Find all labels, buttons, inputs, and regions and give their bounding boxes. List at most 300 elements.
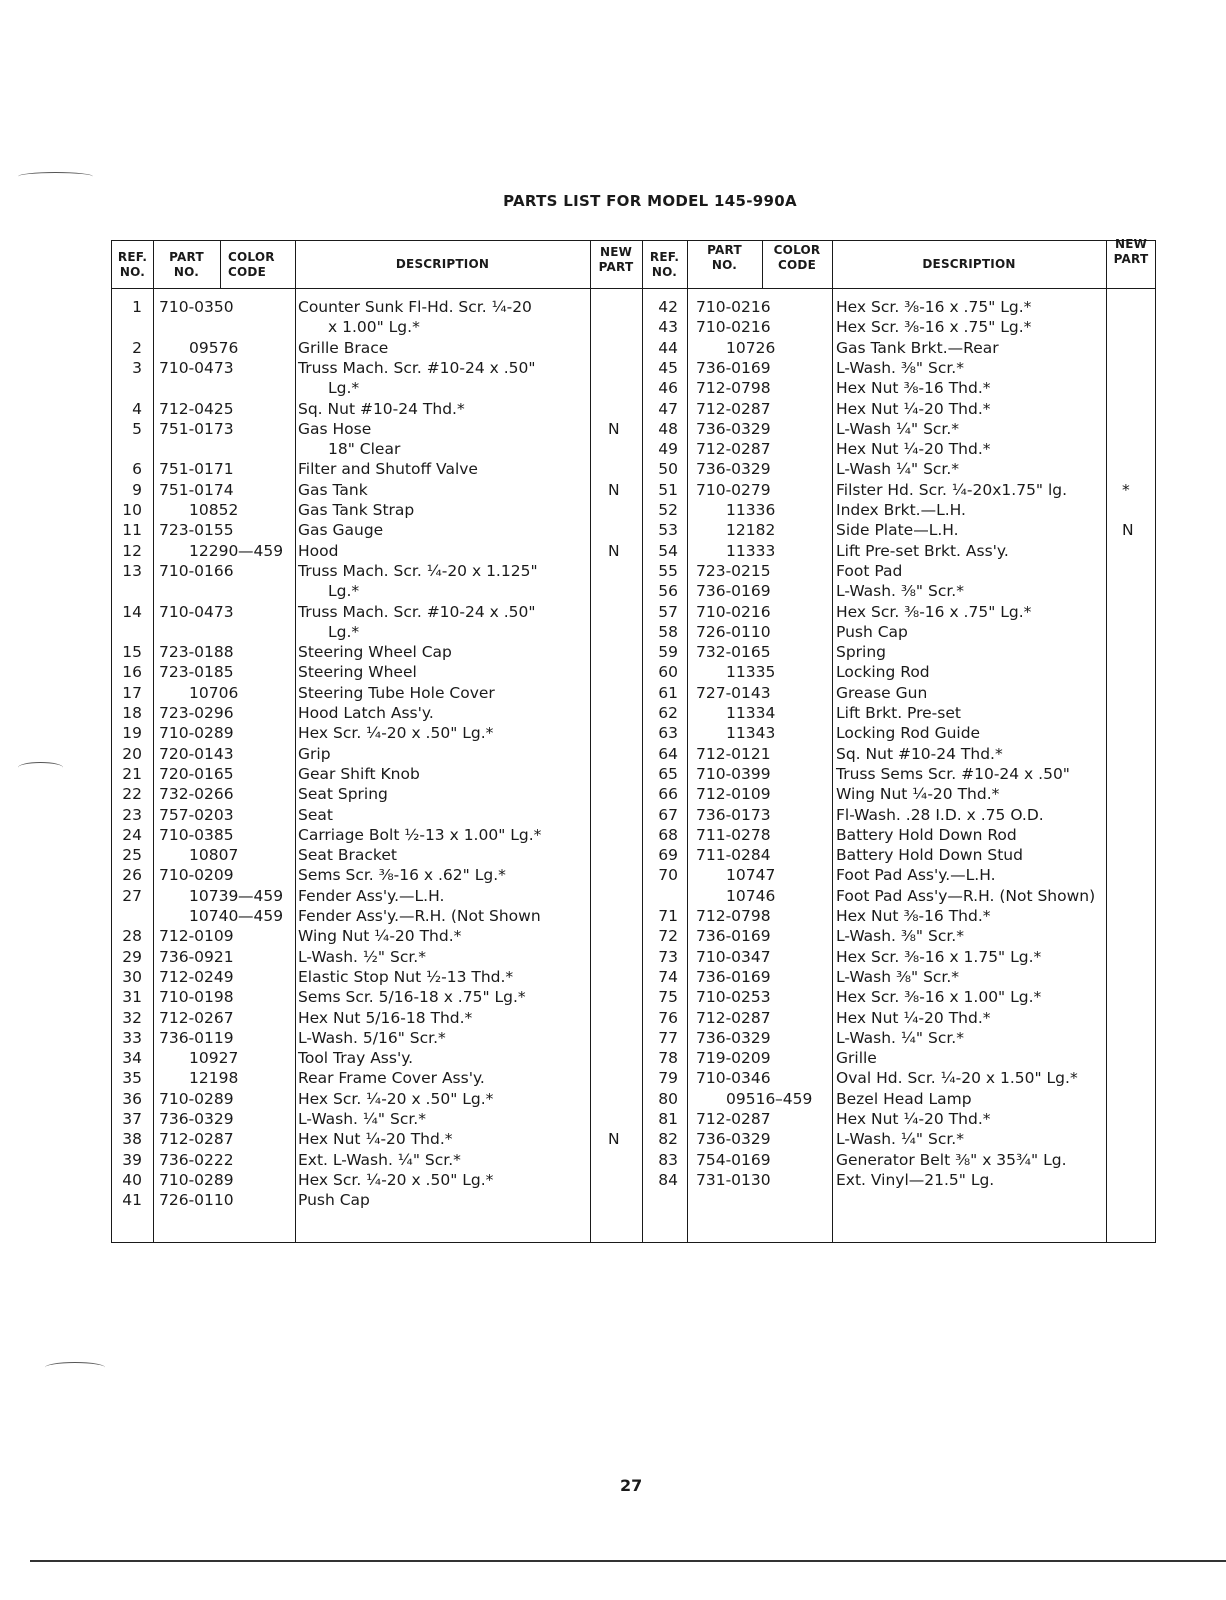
part-description: Steering Wheel bbox=[298, 663, 417, 682]
part-description: Spring bbox=[836, 643, 887, 662]
part-description: Hex Scr. ⅜-16 x 1.75" Lg.* bbox=[836, 947, 1042, 966]
part-number: 710-0347 bbox=[696, 947, 771, 966]
part-number: 719-0209 bbox=[696, 1049, 771, 1068]
part-number: 11335 bbox=[726, 663, 776, 682]
ref-number: 14 bbox=[122, 602, 142, 621]
ref-number: 19 bbox=[122, 724, 142, 743]
part-description: Generator Belt ⅜" x 35¾" Lg. bbox=[836, 1150, 1067, 1169]
ref-number: 82 bbox=[658, 1130, 678, 1149]
part-description: L-Wash ¼" Scr.* bbox=[836, 419, 960, 438]
ref-number: 76 bbox=[658, 1008, 678, 1027]
table-row bbox=[112, 703, 1152, 723]
part-description: Gear Shift Knob bbox=[298, 764, 420, 783]
part-description: Fl-Wash. .28 I.D. x .75 O.D. bbox=[836, 805, 1044, 824]
ref-number: 29 bbox=[122, 947, 142, 966]
part-description: L-Wash. 5/16" Scr.* bbox=[298, 1028, 446, 1047]
part-number: 712-0798 bbox=[696, 379, 771, 398]
part-number: 712-0287 bbox=[696, 1110, 771, 1128]
ref-number: 53 bbox=[658, 521, 678, 540]
part-description: Hex Nut 5/16-18 Thd.* bbox=[298, 1008, 473, 1027]
part-number: 732-0266 bbox=[159, 785, 234, 804]
ref-number: 49 bbox=[658, 440, 678, 459]
header-part: PART NO. bbox=[707, 243, 742, 272]
part-number: 712-0425 bbox=[159, 399, 234, 418]
ref-number: 47 bbox=[658, 399, 678, 418]
part-number: 710-0198 bbox=[159, 988, 234, 1007]
description-continuation: x 1.00" Lg.* bbox=[328, 318, 420, 337]
ref-number: 32 bbox=[122, 1008, 142, 1027]
ref-number: 37 bbox=[122, 1110, 142, 1128]
part-description: Hex Scr. ⅜-16 x .75" Lg.* bbox=[836, 602, 1032, 621]
ref-number: 77 bbox=[658, 1028, 678, 1047]
part-description: Hex Nut ⅜-16 Thd.* bbox=[836, 907, 991, 925]
ref-number: 42 bbox=[658, 298, 678, 316]
ref-number: 52 bbox=[658, 501, 678, 519]
ref-number: 44 bbox=[658, 338, 678, 357]
scan-mark bbox=[45, 1362, 105, 1373]
ref-number: 45 bbox=[658, 358, 678, 377]
ref-number: 56 bbox=[658, 582, 678, 601]
part-description: Grip bbox=[298, 744, 331, 763]
ref-number: 62 bbox=[658, 704, 678, 722]
part-number: 10852 bbox=[189, 501, 239, 519]
ref-number: 1 bbox=[132, 298, 142, 316]
header-divider bbox=[112, 288, 1155, 289]
description-continuation: Lg.* bbox=[328, 379, 360, 398]
ref-number: 40 bbox=[122, 1170, 142, 1189]
part-description: Ext. Vinyl—21.5" Lg. bbox=[836, 1170, 995, 1189]
part-number: 12182 bbox=[726, 521, 776, 540]
ref-number: 9 bbox=[132, 480, 142, 499]
part-number: 712-0109 bbox=[696, 785, 771, 804]
table-row bbox=[112, 602, 1152, 622]
part-description: Carriage Bolt ½-13 x 1.00" Lg.* bbox=[298, 825, 542, 844]
ref-number: 20 bbox=[122, 744, 142, 763]
part-number: 736-0921 bbox=[159, 947, 234, 966]
part-number: 723-0155 bbox=[159, 521, 234, 540]
part-number: 10747 bbox=[726, 866, 776, 885]
ref-number: 28 bbox=[122, 927, 142, 946]
part-number: 710-0289 bbox=[159, 724, 234, 743]
ref-number: 23 bbox=[122, 805, 142, 824]
part-number: 710-0253 bbox=[696, 988, 771, 1007]
ref-number: 51 bbox=[658, 480, 678, 499]
ref-number: 59 bbox=[658, 643, 678, 662]
part-number: 710-0216 bbox=[696, 602, 771, 621]
part-number: 712-0267 bbox=[159, 1008, 234, 1027]
ref-number: 73 bbox=[658, 947, 678, 966]
ref-number: 58 bbox=[658, 622, 678, 641]
table-row bbox=[112, 662, 1152, 682]
part-number: 751-0171 bbox=[159, 460, 234, 479]
part-number: 731-0130 bbox=[696, 1170, 771, 1189]
part-description: Ext. L-Wash. ¼" Scr.* bbox=[298, 1150, 461, 1169]
part-number: 710-0473 bbox=[159, 358, 234, 377]
part-description: Grille bbox=[836, 1049, 877, 1068]
part-number: 712-0287 bbox=[696, 399, 771, 418]
ref-number: 4 bbox=[132, 399, 142, 418]
table-row bbox=[112, 480, 1152, 500]
ref-number: 72 bbox=[658, 927, 678, 946]
ref-number: 3 bbox=[132, 358, 142, 377]
color-code: —459 bbox=[238, 541, 284, 560]
bottom-rule bbox=[30, 1560, 1226, 1562]
ref-number: 75 bbox=[658, 988, 678, 1007]
color-code: –459 bbox=[775, 1089, 813, 1108]
part-number: 712-0798 bbox=[696, 907, 771, 925]
header-description: DESCRIPTION bbox=[395, 257, 490, 271]
ref-number: 31 bbox=[122, 988, 142, 1007]
ref-number: 65 bbox=[658, 764, 678, 783]
part-description: Hex Scr. ⅜-16 x .75" Lg.* bbox=[836, 318, 1032, 337]
part-number: 710-0473 bbox=[159, 602, 234, 621]
part-description: Gas Gauge bbox=[298, 521, 384, 540]
part-description: Fender Ass'y.—R.H. (Not Shown bbox=[298, 907, 541, 925]
part-number: 09576 bbox=[189, 338, 239, 357]
table-row bbox=[112, 1028, 1152, 1048]
ref-number: 33 bbox=[122, 1028, 142, 1047]
ref-number: 38 bbox=[122, 1130, 142, 1149]
part-number: 720-0165 bbox=[159, 764, 234, 783]
table-row bbox=[112, 439, 1152, 459]
part-number: 736-0329 bbox=[696, 419, 771, 438]
part-description: Locking Rod bbox=[836, 663, 930, 682]
new-part-flag: N bbox=[608, 541, 620, 560]
table-row bbox=[112, 865, 1152, 885]
table-row bbox=[112, 1089, 1152, 1109]
part-number: 736-0169 bbox=[696, 927, 771, 946]
part-description: Locking Rod Guide bbox=[836, 724, 981, 743]
table-row bbox=[112, 723, 1152, 743]
ref-number: 64 bbox=[658, 744, 678, 763]
part-number: 11334 bbox=[726, 704, 776, 722]
header-ref: REF. NO. bbox=[649, 250, 680, 279]
part-description: Seat Spring bbox=[298, 785, 388, 804]
ref-number: 21 bbox=[122, 764, 142, 783]
ref-number: 84 bbox=[658, 1170, 678, 1189]
part-number: 710-0289 bbox=[159, 1089, 234, 1108]
part-number: 723-0188 bbox=[159, 643, 234, 662]
part-number: 723-0185 bbox=[159, 663, 234, 682]
part-number: 11336 bbox=[726, 501, 776, 519]
ref-number: 26 bbox=[122, 866, 142, 885]
page-title: PARTS LIST FOR MODEL 145-990A bbox=[503, 192, 797, 210]
table-row bbox=[112, 500, 1152, 520]
scan-mark bbox=[18, 172, 93, 181]
table-row bbox=[112, 1129, 1152, 1149]
ref-number: 35 bbox=[122, 1069, 142, 1088]
ref-number: 67 bbox=[658, 805, 678, 824]
part-number: 710-0216 bbox=[696, 318, 771, 337]
new-part-flag: N bbox=[1122, 521, 1134, 540]
table-row bbox=[112, 1150, 1152, 1170]
part-description: Hex Scr. ¼-20 x .50" Lg.* bbox=[298, 724, 494, 743]
ref-number: 25 bbox=[122, 846, 142, 865]
part-number: 712-0109 bbox=[159, 927, 234, 946]
ref-number: 43 bbox=[658, 318, 678, 337]
ref-number: 16 bbox=[122, 663, 142, 682]
part-description: Hex Nut ¼-20 Thd.* bbox=[836, 1008, 991, 1027]
header-new: NEW PART bbox=[598, 245, 634, 274]
part-number: 710-0399 bbox=[696, 764, 771, 783]
color-code: —459 bbox=[238, 886, 284, 905]
part-number: 711-0284 bbox=[696, 846, 771, 865]
part-description: L-Wash. ⅜" Scr.* bbox=[836, 358, 964, 377]
part-description: Filter and Shutoff Valve bbox=[298, 460, 478, 479]
ref-number: 68 bbox=[658, 825, 678, 844]
part-description: Foot Pad Ass'y—R.H. (Not Shown) bbox=[836, 886, 1096, 905]
ref-number: 80 bbox=[658, 1089, 678, 1108]
part-description: Lift Pre-set Brkt. Ass'y. bbox=[836, 541, 1009, 560]
part-number: 736-0329 bbox=[159, 1110, 234, 1128]
part-number: 712-0287 bbox=[696, 1008, 771, 1027]
header-color: COLOR CODE bbox=[773, 243, 821, 272]
ref-number: 69 bbox=[658, 846, 678, 865]
part-description: Truss Mach. Scr. #10-24 x .50" bbox=[298, 602, 536, 621]
part-description: Wing Nut ¼-20 Thd.* bbox=[298, 927, 462, 946]
ref-number: 27 bbox=[122, 886, 142, 905]
ref-number: 83 bbox=[658, 1150, 678, 1169]
part-description: Battery Hold Down Stud bbox=[836, 846, 1023, 865]
part-description: Sems Scr. 5/16-18 x .75" Lg.* bbox=[298, 988, 526, 1007]
part-number: 710-0289 bbox=[159, 1170, 234, 1189]
new-part-flag: * bbox=[1122, 480, 1130, 499]
table-row bbox=[112, 358, 1152, 378]
part-description: L-Wash ¼" Scr.* bbox=[836, 460, 960, 479]
part-description: Hex Scr. ¼-20 x .50" Lg.* bbox=[298, 1170, 494, 1189]
ref-number: 81 bbox=[658, 1110, 678, 1128]
ref-number: 63 bbox=[658, 724, 678, 743]
part-number: 09516 bbox=[726, 1089, 776, 1108]
part-description: Hex Scr. ¼-20 x .50" Lg.* bbox=[298, 1089, 494, 1108]
part-description: L-Wash. ¼" Scr.* bbox=[298, 1110, 426, 1128]
table-row bbox=[112, 642, 1152, 662]
ref-number: 66 bbox=[658, 785, 678, 804]
part-number: 723-0296 bbox=[159, 704, 234, 722]
part-number: 754-0169 bbox=[696, 1150, 771, 1169]
part-description: Hex Nut ¼-20 Thd.* bbox=[836, 440, 991, 459]
table-row bbox=[112, 967, 1152, 987]
part-description: Sems Scr. ⅜-16 x .62" Lg.* bbox=[298, 866, 506, 885]
ref-number: 2 bbox=[132, 338, 142, 357]
part-number: 711-0278 bbox=[696, 825, 771, 844]
part-description: Counter Sunk Fl-Hd. Scr. ¼-20 bbox=[298, 298, 532, 316]
part-description: L-Wash. ½" Scr.* bbox=[298, 947, 426, 966]
header-description: DESCRIPTION bbox=[922, 257, 1016, 271]
new-part-flag: N bbox=[608, 419, 620, 438]
part-description: Hex Scr. ⅜-16 x .75" Lg.* bbox=[836, 298, 1032, 316]
table-row bbox=[112, 825, 1152, 845]
part-description: Foot Pad Ass'y.—L.H. bbox=[836, 866, 996, 885]
ref-number: 10 bbox=[122, 501, 142, 519]
part-number: 712-0287 bbox=[696, 440, 771, 459]
ref-number: 22 bbox=[122, 785, 142, 804]
ref-number: 18 bbox=[122, 704, 142, 722]
description-continuation: Lg.* bbox=[328, 622, 360, 641]
table-row bbox=[112, 947, 1152, 967]
header-ref: REF. NO. bbox=[117, 250, 148, 279]
ref-number: 78 bbox=[658, 1049, 678, 1068]
table-row bbox=[112, 987, 1152, 1007]
part-description: Fender Ass'y.—L.H. bbox=[298, 886, 445, 905]
ref-number: 79 bbox=[658, 1069, 678, 1088]
description-continuation: Lg.* bbox=[328, 582, 360, 601]
part-number: 10740 bbox=[189, 907, 239, 925]
ref-number: 74 bbox=[658, 967, 678, 986]
part-number: 10746 bbox=[726, 886, 776, 905]
part-description: L-Wash. ¼" Scr.* bbox=[836, 1028, 964, 1047]
part-description: Gas Tank Brkt.—Rear bbox=[836, 338, 999, 357]
part-description: Rear Frame Cover Ass'y. bbox=[298, 1069, 485, 1088]
part-description: Tool Tray Ass'y. bbox=[298, 1049, 414, 1068]
table-row bbox=[112, 338, 1152, 358]
table-row bbox=[112, 399, 1152, 419]
part-description: L-Wash. ⅜" Scr.* bbox=[836, 582, 964, 601]
ref-number: 5 bbox=[132, 419, 142, 438]
ref-number: 48 bbox=[658, 419, 678, 438]
ref-number: 11 bbox=[122, 521, 142, 540]
part-description: L-Wash. ⅜" Scr.* bbox=[836, 927, 964, 946]
table-row bbox=[112, 459, 1152, 479]
table-row bbox=[112, 845, 1152, 865]
ref-number: 36 bbox=[122, 1089, 142, 1108]
part-description: Push Cap bbox=[836, 622, 908, 641]
part-number: 10927 bbox=[189, 1049, 239, 1068]
table-row bbox=[112, 886, 1152, 906]
part-number: 10726 bbox=[726, 338, 776, 357]
part-description: Hex Nut ¼-20 Thd.* bbox=[836, 399, 991, 418]
ref-number: 71 bbox=[658, 907, 678, 925]
ref-number: 41 bbox=[122, 1191, 142, 1210]
part-number: 12198 bbox=[189, 1069, 239, 1088]
color-code: —459 bbox=[238, 907, 284, 925]
ref-number: 15 bbox=[122, 643, 142, 662]
part-number: 10706 bbox=[189, 683, 239, 702]
part-number: 723-0215 bbox=[696, 561, 771, 580]
part-description: Hex Nut ¼-20 Thd.* bbox=[836, 1110, 991, 1128]
new-part-flag: N bbox=[608, 1130, 620, 1149]
part-number: 736-0329 bbox=[696, 460, 771, 479]
part-number: 720-0143 bbox=[159, 744, 234, 763]
part-description: Hood bbox=[298, 541, 339, 560]
part-description: Lift Brkt. Pre-set bbox=[836, 704, 961, 722]
part-description: Truss Mach. Scr. #10-24 x .50" bbox=[298, 358, 536, 377]
table-row bbox=[112, 297, 1152, 317]
part-description: L-Wash ⅜" Scr.* bbox=[836, 967, 960, 986]
table-row bbox=[112, 926, 1152, 946]
part-number: 736-0173 bbox=[696, 805, 771, 824]
table-row bbox=[112, 805, 1152, 825]
part-description: Steering Tube Hole Cover bbox=[298, 683, 495, 702]
ref-number: 55 bbox=[658, 561, 678, 580]
table-row bbox=[112, 561, 1152, 581]
part-number: 710-0166 bbox=[159, 561, 234, 580]
table-row bbox=[112, 581, 1152, 601]
table-row bbox=[112, 906, 1152, 926]
part-number: 710-0209 bbox=[159, 866, 234, 885]
table-row bbox=[112, 520, 1152, 540]
part-description: Gas Tank bbox=[298, 480, 368, 499]
part-number: 751-0173 bbox=[159, 419, 234, 438]
table-row bbox=[112, 622, 1152, 642]
part-description: Oval Hd. Scr. ¼-20 x 1.50" Lg.* bbox=[836, 1069, 1078, 1088]
header-part: PART NO. bbox=[169, 250, 204, 279]
ref-number: 30 bbox=[122, 967, 142, 986]
table-row bbox=[112, 541, 1152, 561]
part-description: Filster Hd. Scr. ¼-20x1.75" lg. bbox=[836, 480, 1068, 499]
ref-number: 60 bbox=[658, 663, 678, 682]
part-description: Wing Nut ¼-20 Thd.* bbox=[836, 785, 1000, 804]
part-description: Hex Nut ¼-20 Thd.* bbox=[298, 1130, 453, 1149]
part-description: Truss Sems Scr. #10-24 x .50" bbox=[836, 764, 1070, 783]
table-row bbox=[112, 1109, 1152, 1129]
part-number: 710-0385 bbox=[159, 825, 234, 844]
part-number: 736-0329 bbox=[696, 1130, 771, 1149]
part-number: 726-0110 bbox=[159, 1191, 234, 1210]
scan-mark bbox=[18, 762, 63, 773]
part-number: 751-0174 bbox=[159, 480, 234, 499]
part-number: 736-0169 bbox=[696, 967, 771, 986]
table-row bbox=[112, 1008, 1152, 1028]
table-row bbox=[112, 683, 1152, 703]
ref-number: 17 bbox=[122, 683, 142, 702]
part-number: 710-0279 bbox=[696, 480, 771, 499]
ref-number: 12 bbox=[122, 541, 142, 560]
part-description: Foot Pad bbox=[836, 561, 903, 580]
page-number: 27 bbox=[620, 1476, 643, 1495]
part-number: 11343 bbox=[726, 724, 776, 743]
part-description: Hood Latch Ass'y. bbox=[298, 704, 434, 722]
part-number: 736-0169 bbox=[696, 582, 771, 601]
part-description: Truss Mach. Scr. ¼-20 x 1.125" bbox=[298, 561, 538, 580]
part-description: Gas Tank Strap bbox=[298, 501, 415, 519]
part-description: Grille Brace bbox=[298, 338, 389, 357]
ref-number: 57 bbox=[658, 602, 678, 621]
part-number: 736-0169 bbox=[696, 358, 771, 377]
part-description: Seat bbox=[298, 805, 333, 824]
part-number: 710-0346 bbox=[696, 1069, 771, 1088]
table-row bbox=[112, 764, 1152, 784]
table-row bbox=[112, 784, 1152, 804]
table-row bbox=[112, 1048, 1152, 1068]
parts-table bbox=[111, 237, 1156, 1243]
part-description: Hex Scr. ⅜-16 x 1.00" Lg.* bbox=[836, 988, 1042, 1007]
part-number: 712-0249 bbox=[159, 967, 234, 986]
ref-number: 46 bbox=[658, 379, 678, 398]
table-row bbox=[112, 419, 1152, 439]
part-number: 736-0222 bbox=[159, 1150, 234, 1169]
ref-number: 70 bbox=[658, 866, 678, 885]
part-description: Side Plate—L.H. bbox=[836, 521, 959, 540]
header-new: NEW PART bbox=[1113, 237, 1149, 266]
part-number: 726-0110 bbox=[696, 622, 771, 641]
part-number: 12290 bbox=[189, 541, 239, 560]
ref-number: 50 bbox=[658, 460, 678, 479]
ref-number: 13 bbox=[122, 561, 142, 580]
part-description: Elastic Stop Nut ½-13 Thd.* bbox=[298, 967, 514, 986]
table-row bbox=[112, 1170, 1152, 1190]
part-description: L-Wash. ¼" Scr.* bbox=[836, 1130, 964, 1149]
part-number: 736-0329 bbox=[696, 1028, 771, 1047]
part-description: Sq. Nut #10-24 Thd.* bbox=[298, 399, 465, 418]
part-description: Grease Gun bbox=[836, 683, 928, 702]
part-description: Sq. Nut #10-24 Thd.* bbox=[836, 744, 1003, 763]
part-description: Index Brkt.—L.H. bbox=[836, 501, 966, 519]
description-continuation: 18" Clear bbox=[328, 440, 401, 459]
table-row bbox=[112, 378, 1152, 398]
table-row bbox=[112, 1068, 1152, 1088]
part-number: 757-0203 bbox=[159, 805, 234, 824]
